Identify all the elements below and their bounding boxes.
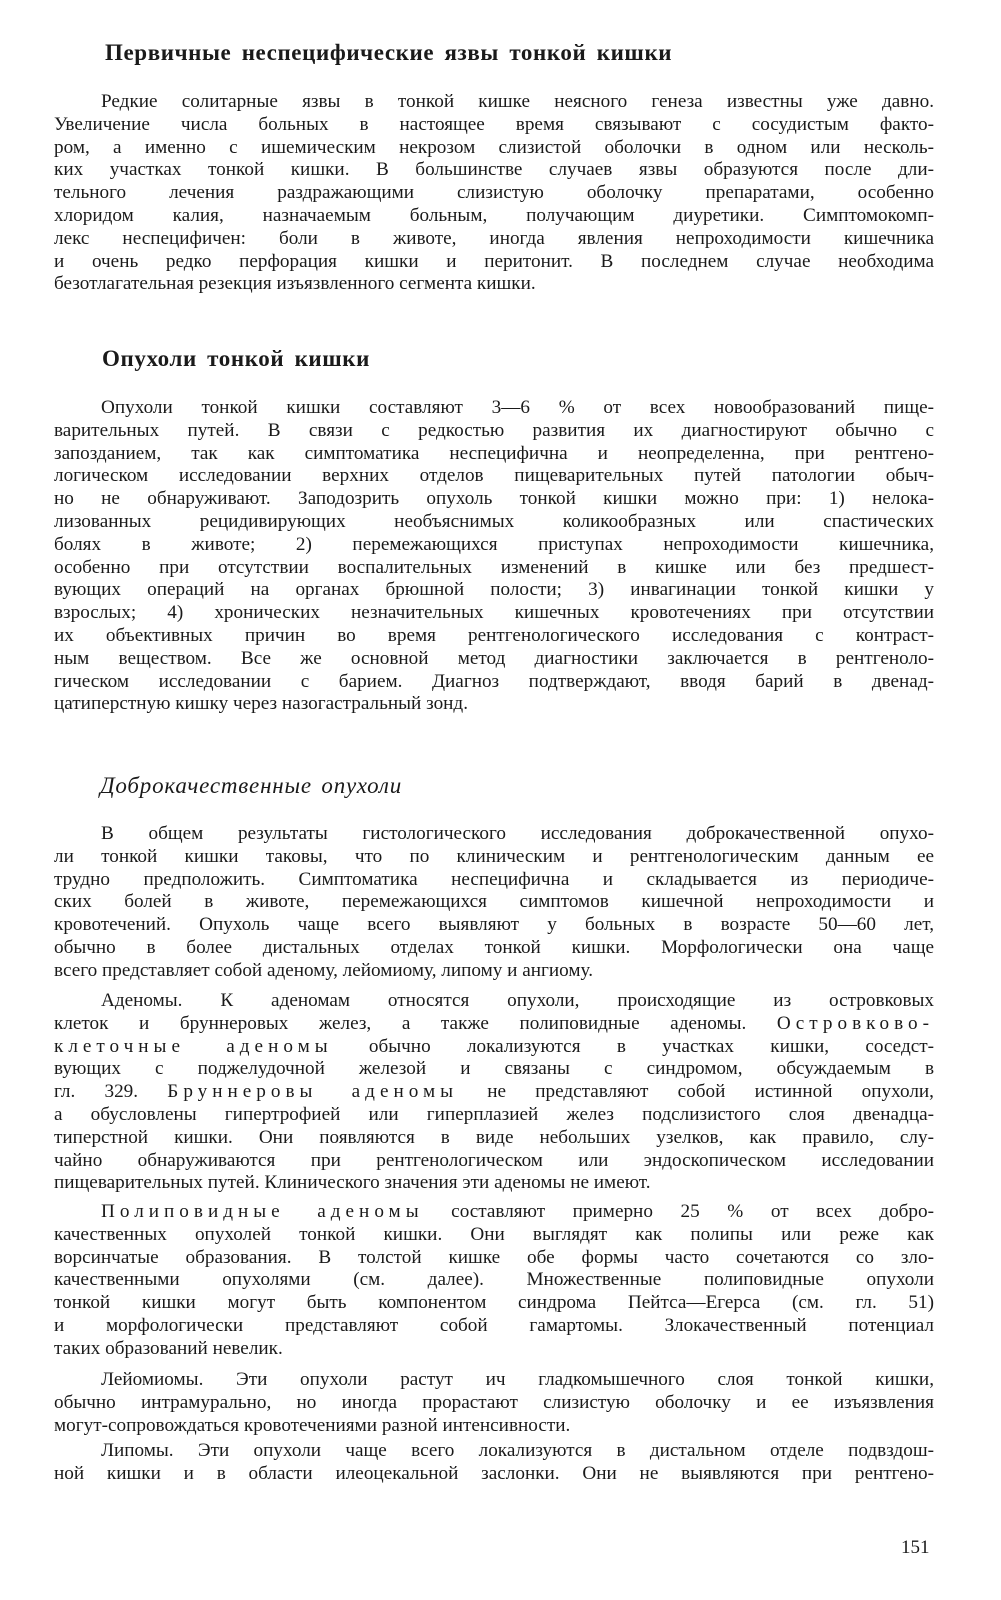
text-line: и очень редко перфорация кишки и перитонит. В последнем случае необходима: [54, 250, 934, 272]
text-line: ром, а именно с ишемическим некрозом слизистой оболочки в одном или несколь-: [54, 136, 934, 158]
text-line: а обусловлены гипертрофией или гиперплазией желез подслизистого слоя двенадца-: [54, 1103, 934, 1125]
text-line: болях в животе; 2) перемежающихся приступах непроходимости кишечника,: [54, 533, 934, 555]
text-line: и морфологически представляют собой гамартомы. Злокачественный потенциал: [54, 1314, 934, 1336]
text-line: Опухоли тонкой кишки составляют 3—6 % от всех новообразований пище-: [101, 397, 934, 418]
text-line: качественными опухолями (см. далее). Множественные полиповидные опухоли: [54, 1269, 934, 1291]
text-run: составляют примерно 25 % от всех добро-: [423, 1201, 935, 1222]
text-line: варительных путей. В связи с редкостью развития их диагностируют обычно с: [54, 419, 934, 441]
text-line: хлоридом калия, назначаемым больным, получающим диуретики. Симптомокомп-: [54, 204, 934, 226]
text-line: безотлагательная резекция изъязвленного сегмента кишки.: [54, 273, 536, 295]
text-line: качественных опухолей тонкой кишки. Они выглядят как полипы или реже как: [54, 1223, 934, 1245]
paragraph-benign-intro: [54, 823, 934, 983]
text-line: лизованных рецидивирующих необъяснимых коликообразных или спастических: [54, 510, 934, 532]
section-heading-ulcers: Первичные неспецифические язвы тонкой кишки: [105, 40, 673, 65]
text-line: особенно при отсутствии воспалительных изменений в кишке или без предшест-: [54, 556, 934, 578]
text-line: могут-сопровождаться кровотечениями разной интенсивности.: [54, 1414, 571, 1436]
paragraph-adenomas: [54, 990, 934, 1195]
text-line: тельного лечения раздражающими слизистую оболочку препаратами, особенно: [54, 182, 934, 204]
text-line: [54, 1013, 934, 1036]
text-line: но не обнаруживают. Заподозрить опухоль тонкой кишки можно при: 1) нелока-: [54, 488, 934, 510]
text-line: логическом исследовании верхних отделов пищеварительных путей патологии обыч-: [54, 465, 934, 487]
subsection-heading-benign: Доброкачественные опухоли: [100, 773, 403, 798]
text-line: вующих с поджелудочной железой и связаны с синдромом, обсуждаемым в: [54, 1058, 934, 1080]
section-heading-tumors: Опухоли тонкой кишки: [102, 346, 370, 371]
text-run: гл. 329.: [54, 1081, 168, 1103]
text-line: ских болей в животе, перемежающихся симптомов кишечной непроходимости и: [54, 891, 934, 913]
text-line: пищеварительных путей. Клинического значения эти аденомы не имеют.: [54, 1172, 651, 1194]
text-line: типерстной кишки. Они появляются в виде небольших узелков, как правило, слу-: [54, 1126, 934, 1148]
paragraph-leiomyomas: [54, 1369, 934, 1437]
page-number: 151: [901, 1537, 930, 1558]
paragraph-ulcers: [54, 91, 934, 296]
text-line: кровотечений. Опухоль чаще всего выявляют у больных в возрасте 50—60 лет,: [54, 914, 934, 936]
text-line: взрослых; 4) хронических незначительных кишечных кровотечениях при отсутствии: [54, 602, 934, 624]
text-line: всего представляет собой аденому, лейомиому, липому и ангиому.: [54, 959, 594, 981]
text-line: Редкие солитарные язвы в тонкой кишке неясного генеза известны уже давно.: [101, 91, 934, 112]
spaced-term: Полиповидные аденомы: [101, 1201, 424, 1222]
text-run: клеток и бруннеровых желез, а также полиповидные аденомы.: [54, 1012, 777, 1034]
text-line: их объективных причин во время рентгенологического исследования с контраст-: [54, 624, 934, 646]
text-line: обычно в более дистальных отделах тонкой кишки. Морфологически она чаще: [54, 936, 934, 958]
text-line: [54, 1081, 934, 1104]
spaced-term: Островково-: [776, 1012, 934, 1034]
text-line: цатиперстную кишку через назогастральный зонд.: [54, 693, 468, 715]
text-line: чайно обнаруживаются при рентгенологическом или эндоскопическом исследовании: [54, 1149, 934, 1171]
text-line: ких участках тонкой кишки. В большинстве случаев язвы образуются после дли-: [54, 159, 934, 181]
text-line: тонкой кишки могут быть компонентом синдрома Пейтса—Егерса (см. гл. 51): [54, 1292, 934, 1314]
text-line: гическом исследовании с барием. Диагноз подтверждают, вводя барий в двенад-: [54, 670, 934, 692]
text-run: не представляют собой истинной опухоли,: [458, 1081, 934, 1103]
text-line: запозданием, так как симптоматика неспецифична и неопределенна, при рентгено-: [54, 442, 934, 464]
text-line: ли тонкой кишки таковы, что по клиническим и рентгенологическим данным ее: [54, 845, 934, 867]
text-run: обычно локализуются в участках кишки, соседст-: [332, 1035, 935, 1057]
spaced-term: Бруннеровы аденомы: [167, 1081, 458, 1103]
text-line: ворсинчатые образования. В толстой кишке обе формы часто сочетаются со зло-: [54, 1246, 934, 1268]
text-line: вующих операций на органах брюшной полости; 3) инвагинации тонкой кишки у: [54, 579, 934, 601]
text-line: ным веществом. Все же основной метод диагностики заключается в рентгеноло-: [54, 647, 934, 669]
text-line: трудно предположить. Симптоматика неспецифична и складывается из периодиче-: [54, 868, 934, 890]
text-line: обычно интрамурально, но иногда прорастают слизистую оболочку и ее изъязвления: [54, 1391, 934, 1413]
paragraph-polypoid-adenomas: [54, 1201, 934, 1361]
text-line: [54, 1201, 934, 1224]
paragraph-lipomas: [54, 1440, 934, 1486]
text-line: [54, 1036, 934, 1059]
text-line: Аденомы. К аденомам относятся опухоли, происходящие из островковых: [101, 990, 934, 1011]
spaced-term: клеточные аденомы: [54, 1035, 333, 1057]
text-line: Липомы. Эти опухоли чаще всего локализуются в дистальном отделе подвздош-: [101, 1440, 934, 1461]
text-line: В общем результаты гистологического исследования доброкачественной опухо-: [101, 823, 934, 844]
text-line: лекс неспецифичен: боли в животе, иногда явления непроходимости кишечника: [54, 227, 934, 249]
text-line: Увеличение числа больных в настоящее время связывают с сосудистым факто-: [54, 113, 934, 135]
text-line: таких образований невелик.: [54, 1337, 283, 1359]
paragraph-tumors: [54, 397, 934, 716]
text-line: ной кишки и в области илеоцекальной заслонки. Они не выявляются при рентгено-: [54, 1462, 934, 1484]
text-line: Лейомиомы. Эти опухоли растут ич гладкомышечного слоя тонкой кишки,: [101, 1369, 934, 1390]
